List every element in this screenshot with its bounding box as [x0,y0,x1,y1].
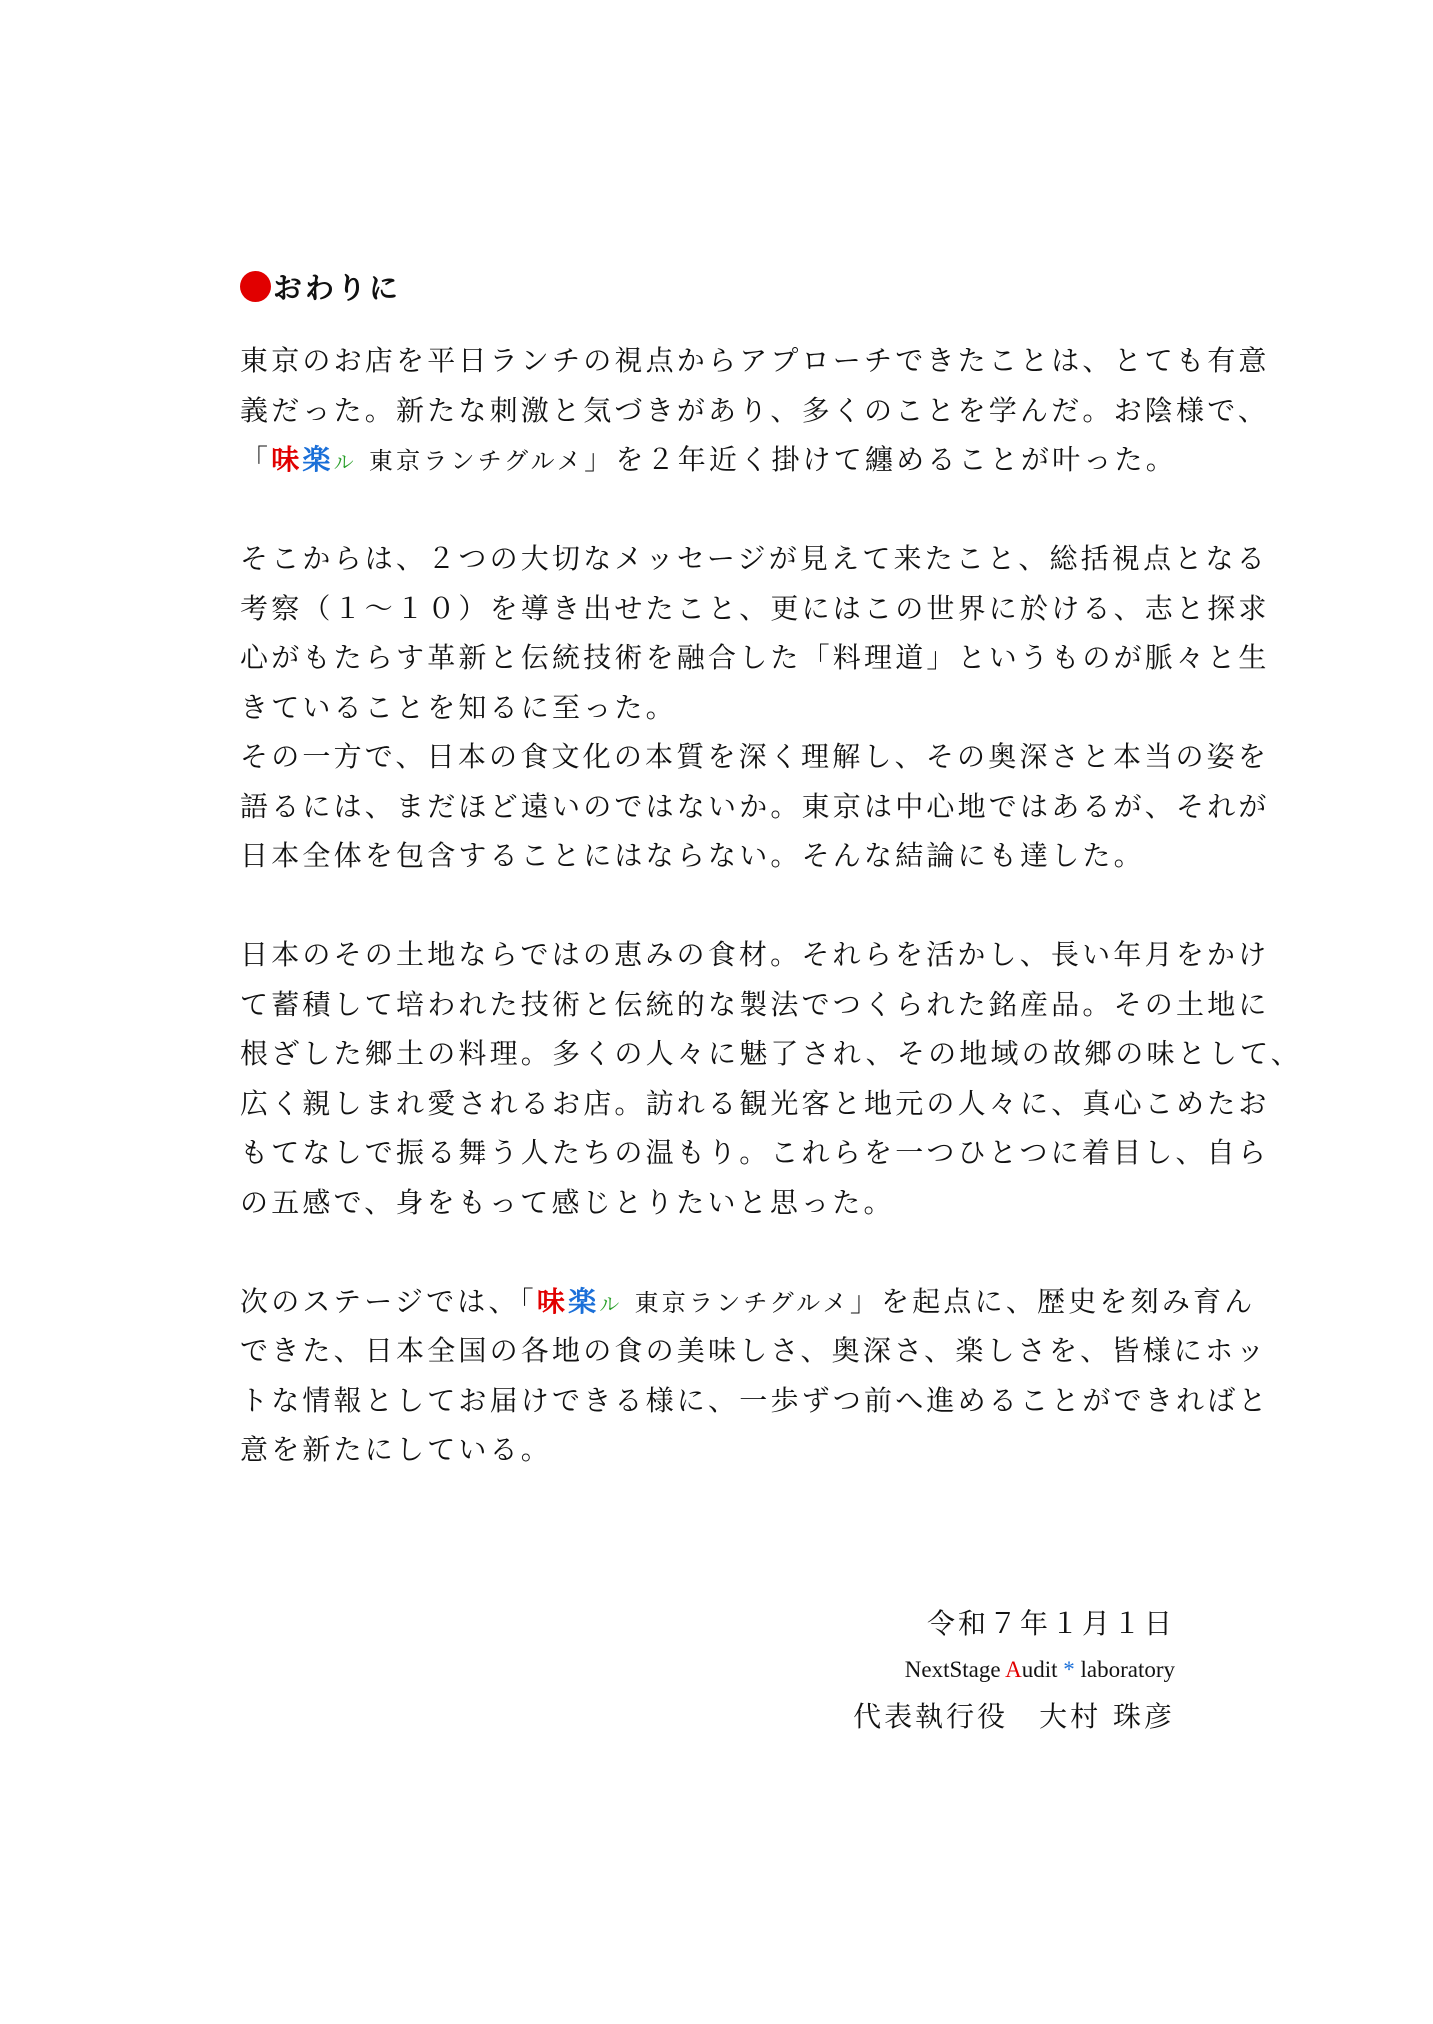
brand-mi: 味 [536,1284,569,1318]
text-line: もてなしで振る舞う人たちの温もり。これらを一つひとつに着目し、自ら [240,1136,1270,1169]
text-line: そこからは、２つの大切なメッセージが見えて来たこと、総括視点となる [240,542,1268,575]
text-fragment: 次のステージでは、「 [240,1284,537,1318]
body-text [240,336,1302,1524]
signature-date: 令和７年１月１日 [926,1607,1175,1640]
heading-title: おわりに [273,270,402,305]
text-line: 広く親しまれ愛されるお店。訪れる観光客と地元の人々に、真心こめたお [240,1086,1270,1120]
lab-suffix: laboratory [1074,1657,1175,1682]
paragraph-3 [240,930,1302,1227]
text-line: 東京のお店を平日ランチの視点からアプローチできたことは、とても有意 [240,344,1270,377]
text-line: て蓄積して培われた技術と伝統的な製法でつくられた銘産品。その土地に [240,987,1270,1021]
text-fragment: 」を２年近く掛けて纏めることが叶った。 [584,443,1177,476]
brand-ru: ル [599,1291,623,1316]
brand-raku: 楽 [302,443,334,476]
text-fragment: 」を起点に、歴史を刻み育ん [849,1284,1256,1318]
text-line: できた、日本全国の各地の食の美味しさ、奥深さ、楽しさを、皆様にホッ [240,1334,1268,1367]
brand-raku: 楽 [568,1284,600,1318]
paragraph-1 [240,336,1270,485]
text-line: その一方で、日本の食文化の本質を深く理解し、その奥深さと本当の姿を [240,740,1270,773]
text-line: 日本のその土地ならではの恵みの食材。それらを活かし、長い年月をかけ [240,938,1270,971]
paragraph-2 [240,534,1270,881]
text-line-brand [240,435,1210,485]
brand-name: 東京ランチグルメ [368,447,585,475]
text-line: 日本全体を包含することにはならない。そんな結論にも達した。 [240,839,1145,872]
text-line: 義だった。新たな刺激と気づきがあり、多くのことを学んだ。お陰様で、 [240,393,1270,427]
lab-a: A [1005,1657,1022,1682]
text-line: トな情報としてお届けできる様に、一歩ずつ前へ進めることができればと [240,1383,1270,1417]
brand-mi: 味 [271,443,303,476]
paragraph-4 [240,1277,1270,1475]
lab-star: * [1063,1657,1075,1682]
lab-mid: udit [1021,1657,1064,1682]
text-line: 語るには、まだほど遠いのではないか。東京は中心地ではあるが、それが [240,789,1270,823]
text-line: 心がもたらす革新と伝統技術を融合した「料理道」というものが脈々と生 [240,641,1270,674]
text-line: 考察（１～１０）を導き出せたこと、更にはこの世界に於ける、志と探求 [240,591,1270,625]
brand-ru: ル [333,450,357,474]
signature-title-name: 代表執行役 大村 珠彦 [853,1700,1175,1733]
lab-prefix: NextStage [904,1657,1006,1682]
text-line: 意を新たにしている。 [240,1433,553,1466]
red-circle-bullet-icon [240,271,271,302]
text-line: の五感で、身をもって感じとりたいと思った。 [240,1185,895,1219]
section-heading [240,266,401,306]
text-line: きていることを知るに至った。 [240,690,677,724]
text-line: 根ざした郷土の料理。多くの人々に魅了され、その地域の故郷の味として、 [240,1037,1302,1070]
text-fragment: 「 [240,443,272,476]
brand-name: 東京ランチグルメ [634,1288,850,1317]
text-line-brand [240,1277,1256,1327]
signature-block [853,1600,1175,1742]
signature-lab [853,1648,1175,1692]
